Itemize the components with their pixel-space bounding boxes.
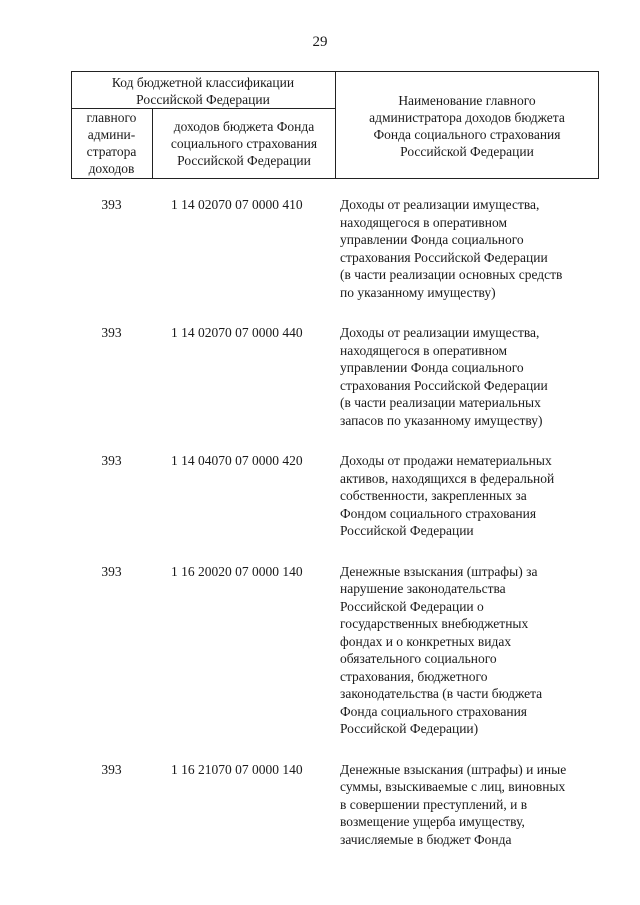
header-group-title: Код бюджетной классификации Российской Федерации xyxy=(111,75,295,107)
page-number: 29 xyxy=(312,34,328,50)
budget-code-cell: 1 14 02070 07 0000 410 xyxy=(171,197,303,212)
admin-code-cell: 393 xyxy=(101,325,122,340)
budget-code-cell: 1 14 04070 07 0000 420 xyxy=(171,453,303,468)
table-row xyxy=(71,196,599,301)
header-income-column: доходов бюджета Фонда социального страхования Российской Федерации xyxy=(170,119,318,168)
income-name-cell: Доходы от продажи нематериальных активов, находящихся в федеральной собственности, закрепленных за Фондом социального страхования Российской Федерации xyxy=(340,453,555,538)
table-row xyxy=(71,324,599,429)
table-body xyxy=(71,196,599,871)
admin-code-cell: 393 xyxy=(101,453,122,468)
header-right-border xyxy=(598,72,599,178)
table-row xyxy=(71,761,599,849)
income-name-cell: Доходы от реализации имущества, находящегося в оперативном управлении Фонда социального страхования Российской Федерации (в части реализации материальных запасов по указанному имуществу) xyxy=(340,325,548,428)
table-row xyxy=(71,452,599,540)
income-name-cell: Денежные взыскания (штрафы) и иные суммы, взыскиваемые с лиц, виновных в совершении преступлений, и в возмещение ущерба имуществу, зачисляемые в бюджет Фонда xyxy=(340,761,567,847)
budget-code-cell: 1 16 21070 07 0000 140 xyxy=(171,761,303,777)
admin-code-cell: 393 xyxy=(101,563,122,579)
budget-code-cell: 1 14 02070 07 0000 440 xyxy=(171,325,303,340)
admin-code-cell: 393 xyxy=(101,197,122,212)
admin-code-cell: 393 xyxy=(101,761,122,777)
income-name-cell: Денежные взыскания (штрафы) за нарушение законодательства Российской Федерации о государственных внебюджетных фондах и о конкретных видах обязательного социального страхования, бюджетного законодательства (в части бюджета Фонда социального страхования Российской Федерации) xyxy=(340,563,543,736)
budget-code-cell: 1 16 20020 07 0000 140 xyxy=(171,563,303,579)
header-name-column: Наименование главного администратора доходов бюджета Фонда социального страхования Российской Федерации xyxy=(369,93,565,159)
table-row xyxy=(71,563,599,738)
income-name-cell: Доходы от реализации имущества, находящегося в оперативном управлении Фонда социального страхования Российской Федерации (в части реализации основных средств по указанному имуществу) xyxy=(340,197,563,300)
header-admin-column: главного админи- стратора доходов xyxy=(86,110,137,176)
table-header xyxy=(71,71,599,179)
